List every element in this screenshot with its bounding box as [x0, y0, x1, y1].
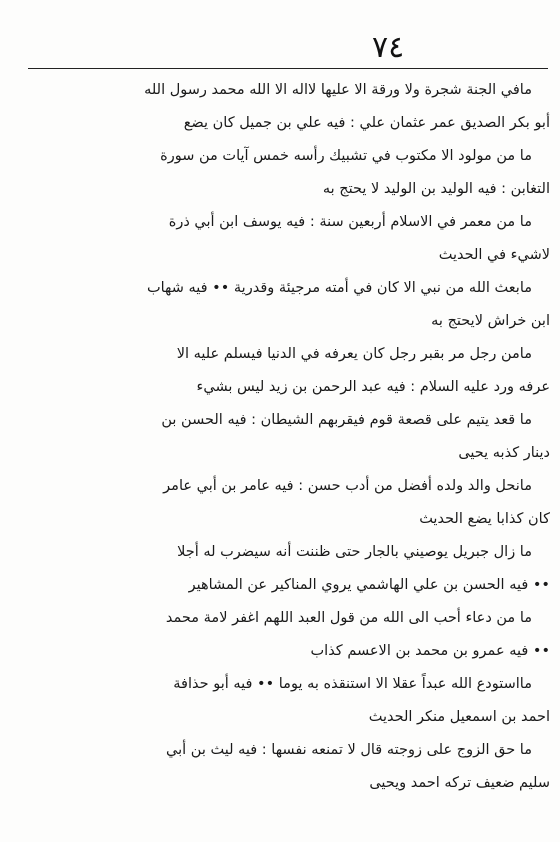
text-line: مانحل والد ولده أفضل من أدب حسن : فيه عامر بن أبي عامر [163, 478, 532, 494]
text-line: لاشيء في الحديث [438, 247, 550, 263]
text-line: ابن خراش لايحتج به [431, 313, 550, 329]
text-line: دينار كذبه يحيى [458, 445, 550, 461]
text-line: كان كذابا يضع الحديث [419, 511, 550, 527]
text-line: مابعث الله من نبي الا كان في أمته مرجيئة وقدرية •• فيه شهاب [146, 280, 532, 296]
page-body-text [30, 74, 550, 800]
text-line: مامن رجل مر بقبر رجل كان يعرفه في الدنيا فيسلم عليه الا [176, 346, 532, 362]
text-line: مااستودع الله عبداً عقلا الا استنقذه به يوما •• فيه أبو حذافة [173, 676, 532, 692]
header-rule [28, 68, 548, 69]
text-line: سليم ضعيف تركه احمد ويحيى [369, 775, 550, 791]
text-line: ما من معمر في الاسلام أربعين سنة : فيه يوسف ابن أبي ذرة [168, 214, 532, 230]
text-line: ما قعد يتيم على قصعة قوم فيقربهم الشيطان : فيه الحسن بن [161, 412, 532, 428]
text-line: ما من دعاء أحب الى الله من قول العبد اللهم اغفر لامة محمد [165, 610, 532, 626]
text-line: •• فيه عمرو بن محمد بن الاعسم كذاب [310, 643, 550, 659]
text-line: التغابن : فيه الوليد بن الوليد لا يحتج به [322, 181, 550, 197]
page-number: ٧٤ [372, 30, 405, 65]
text-line: ما حق الزوج على زوجته قال لا تمنعه نفسها : فيه ليث بن أبي [166, 742, 532, 758]
text-line: مافي الجنة شجرة ولا ورقة الا عليها لااله الا الله محمد رسول الله [144, 82, 532, 98]
text-line: عرفه ورد عليه السلام : فيه عبد الرحمن بن زيد ليس بشيء [196, 379, 550, 395]
text-line: أبو بكر الصديق عمر عثمان علي : فيه علي بن جميل كان يضع [183, 115, 550, 131]
text-line: ما من مولود الا مكتوب في تشبيك رأسه خمس آيات من سورة [160, 148, 532, 164]
text-line: •• فيه الحسن بن علي الهاشمي يروي المناكير عن المشاهير [188, 577, 550, 593]
text-line: احمد بن اسمعيل منكر الحديث [368, 709, 550, 725]
text-line: ما زال جبريل يوصيني بالجار حتى ظننت أنه سيضرب له أجلا [177, 544, 532, 560]
